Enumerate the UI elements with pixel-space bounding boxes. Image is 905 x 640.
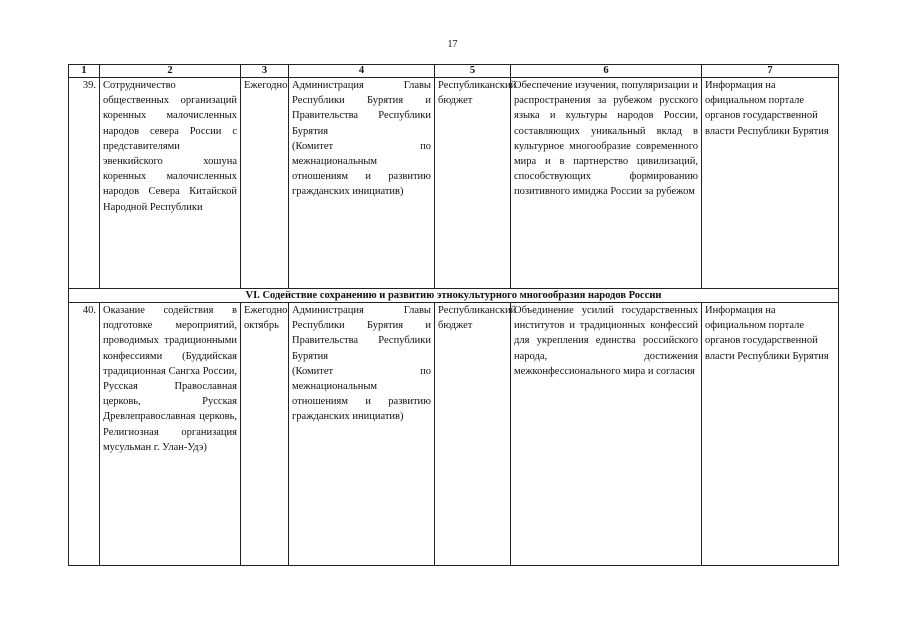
column-number: 1 — [69, 65, 100, 78]
funding-cell: Республиканский бюджет — [435, 303, 511, 566]
event-cell: Оказание содействия в подготовке мероприятий, проводимых традиционными конфессиями (Буддийская традиционная Сангха России, Русская Православная церковь, Русская Древлеправославная церковь, Религиозная организация мусульман г. Улан-Удэ) — [100, 303, 241, 566]
executor-cell — [289, 78, 435, 289]
column-number: 2 — [100, 65, 241, 78]
period-cell: Ежегодно — [241, 78, 289, 289]
indicator-cell: Информация на официальном портале органов государственной власти Республики Бурятия — [702, 78, 839, 289]
section-row — [69, 289, 839, 303]
table-row — [69, 78, 839, 289]
funding-cell: Республиканский бюджет — [435, 78, 511, 289]
period-cell: Ежегодно октябрь — [241, 303, 289, 566]
row-number: 40. — [69, 303, 100, 566]
executor-text: Администрация Главы Республики Бурятия и Правительства Республики Бурятия — [292, 80, 431, 137]
column-number-row — [69, 65, 839, 78]
column-number: 3 — [241, 65, 289, 78]
page-number: 17 — [447, 39, 458, 50]
event-cell: Сотрудничество общественных организаций коренных малочисленных народов севера России с представителями эвенкийского хошуна коренных малочисленных народов Севера Китайской Народной Республики — [100, 78, 241, 289]
indicator-cell: Информация на официальном портале органов государственной власти Республики Бурятия — [702, 303, 839, 566]
executor-text: Администрация Главы Республики Бурятия и Правительства Республики Бурятия — [292, 305, 431, 362]
events-table — [68, 64, 839, 566]
row-number: 39. — [69, 78, 100, 289]
table-row — [69, 303, 839, 566]
column-number: 4 — [289, 65, 435, 78]
column-number: 5 — [435, 65, 511, 78]
column-number: 7 — [702, 65, 839, 78]
executor-cell — [289, 303, 435, 566]
column-number: 6 — [511, 65, 702, 78]
goal-cell: Обеспечение изучения, популяризации и распространения за рубежом русского языка и культуры народов России, составляющих уникальный вклад в культурное многообразие современного мира и в партнерство цивилизаций, способствующих формированию позитивного имиджа России за рубежом — [511, 78, 702, 289]
executor-note: (Комитет по межнациональным отношениям и развитию гражданских инициатив) — [292, 140, 431, 198]
goal-cell: Объединение усилий государственных институтов и традиционных конфессий для укрепления единства российского народа, достижения межконфессионального мира и согласия — [511, 303, 702, 566]
executor-note: (Комитет по межнациональным отношениям и развитию гражданских инициатив) — [292, 365, 431, 423]
section-title: VI. Содействие сохранению и развитию этнокультурного многообразия народов России — [69, 289, 839, 303]
